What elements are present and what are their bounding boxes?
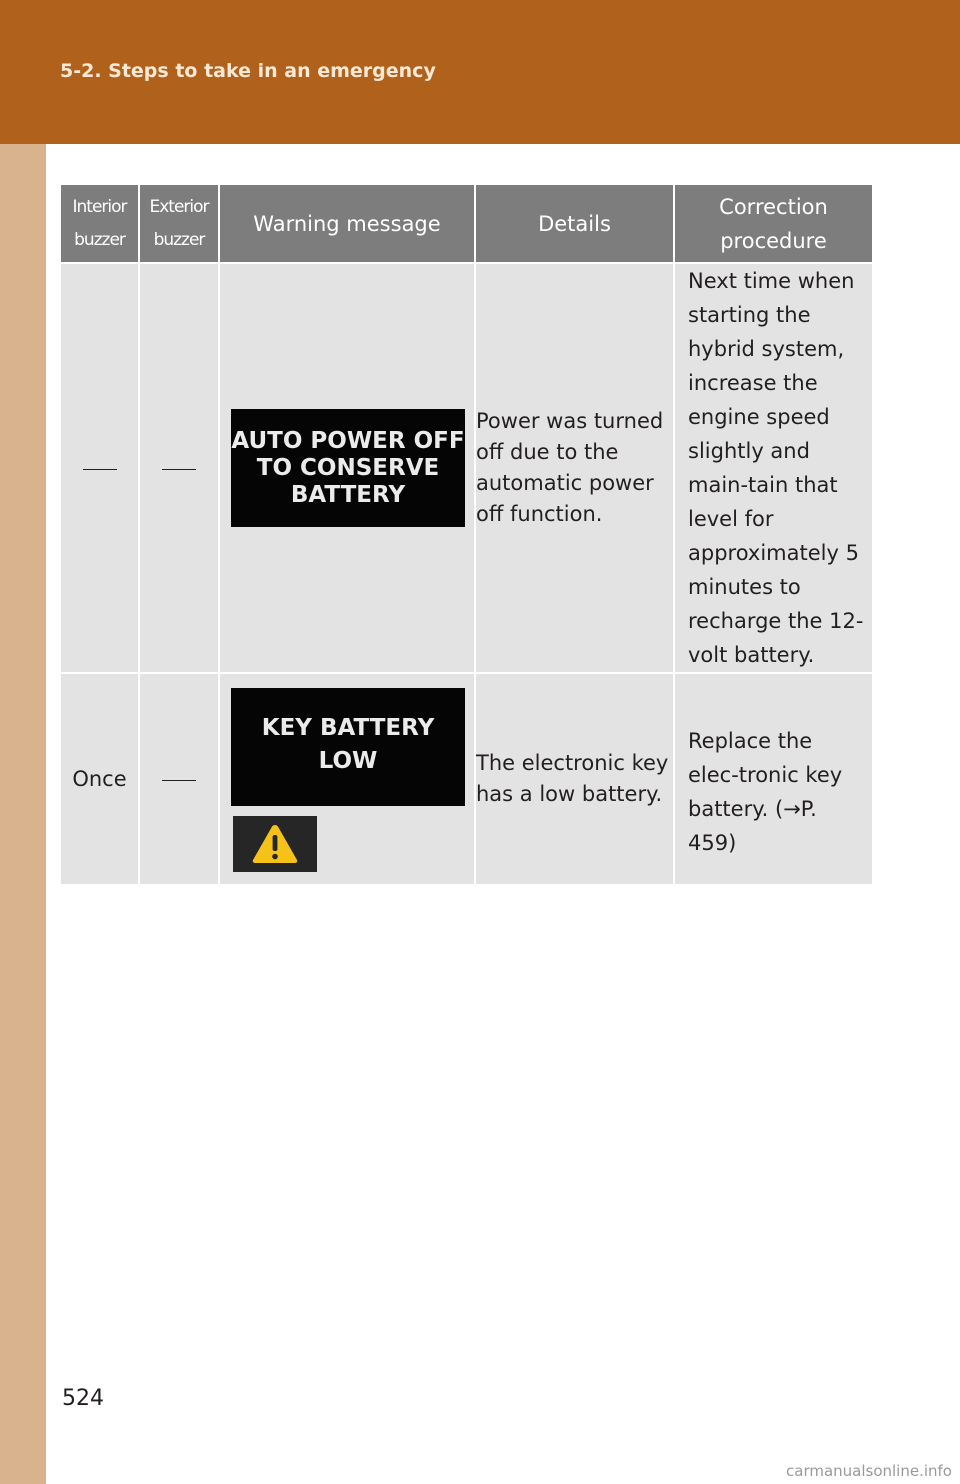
cell-exterior-buzzer [139,263,219,673]
warning-triangle-icon [250,822,300,866]
watermark: carmanualsonline.info [786,1462,952,1480]
header-correction-line2: procedure [720,228,827,253]
side-strip [0,144,46,1484]
header-correction-procedure [674,185,872,263]
table-header-row [61,185,872,263]
cell-warning-message [219,263,475,673]
header-exterior-line1: Exterior [149,196,209,217]
dash-icon [162,780,196,781]
cell-interior-buzzer [61,263,139,673]
dash-icon [83,469,117,470]
warning-indicator [233,816,317,872]
cell-correction: Next time when starting the hybrid system, increase the engine speed slightly and main-tain that level for approximately 5 minutes to recharge the 12-volt battery. [674,263,872,673]
header-exterior-buzzer [139,185,219,263]
page-number: 524 [62,1386,104,1411]
header-details: Details [475,185,674,263]
table-row [61,673,872,884]
header-exterior-line2: buzzer [153,229,205,250]
message-line: LOW [318,748,378,774]
cell-interior-buzzer: Once [61,673,139,884]
section-title: 5-2. Steps to take in an emergency [60,60,436,82]
header-warning-message: Warning message [219,185,475,263]
cell-correction: Replace the elec-tronic key battery. (→P. 459) [674,673,872,884]
cell-exterior-buzzer [139,673,219,884]
warning-table [61,185,872,884]
message-line: BATTERY [290,481,406,508]
message-line: TO CONSERVE [256,454,440,481]
header-interior-buzzer [61,185,139,263]
message-line: AUTO POWER OFF [231,427,465,454]
table-row [61,263,872,673]
header-interior-line1: Interior [72,196,127,217]
message-display-key-battery-low [231,688,465,806]
header-interior-line2: buzzer [74,229,125,250]
cell-details: Power was turned off due to the automatic power off function. [475,263,674,673]
cell-details: The electronic key has a low battery. [475,673,674,884]
message-display-auto-power-off [231,409,465,527]
cell-warning-message [219,673,475,884]
dash-icon [162,469,196,470]
header-correction-line1: Correction [719,194,828,219]
message-line: KEY BATTERY [261,715,435,741]
